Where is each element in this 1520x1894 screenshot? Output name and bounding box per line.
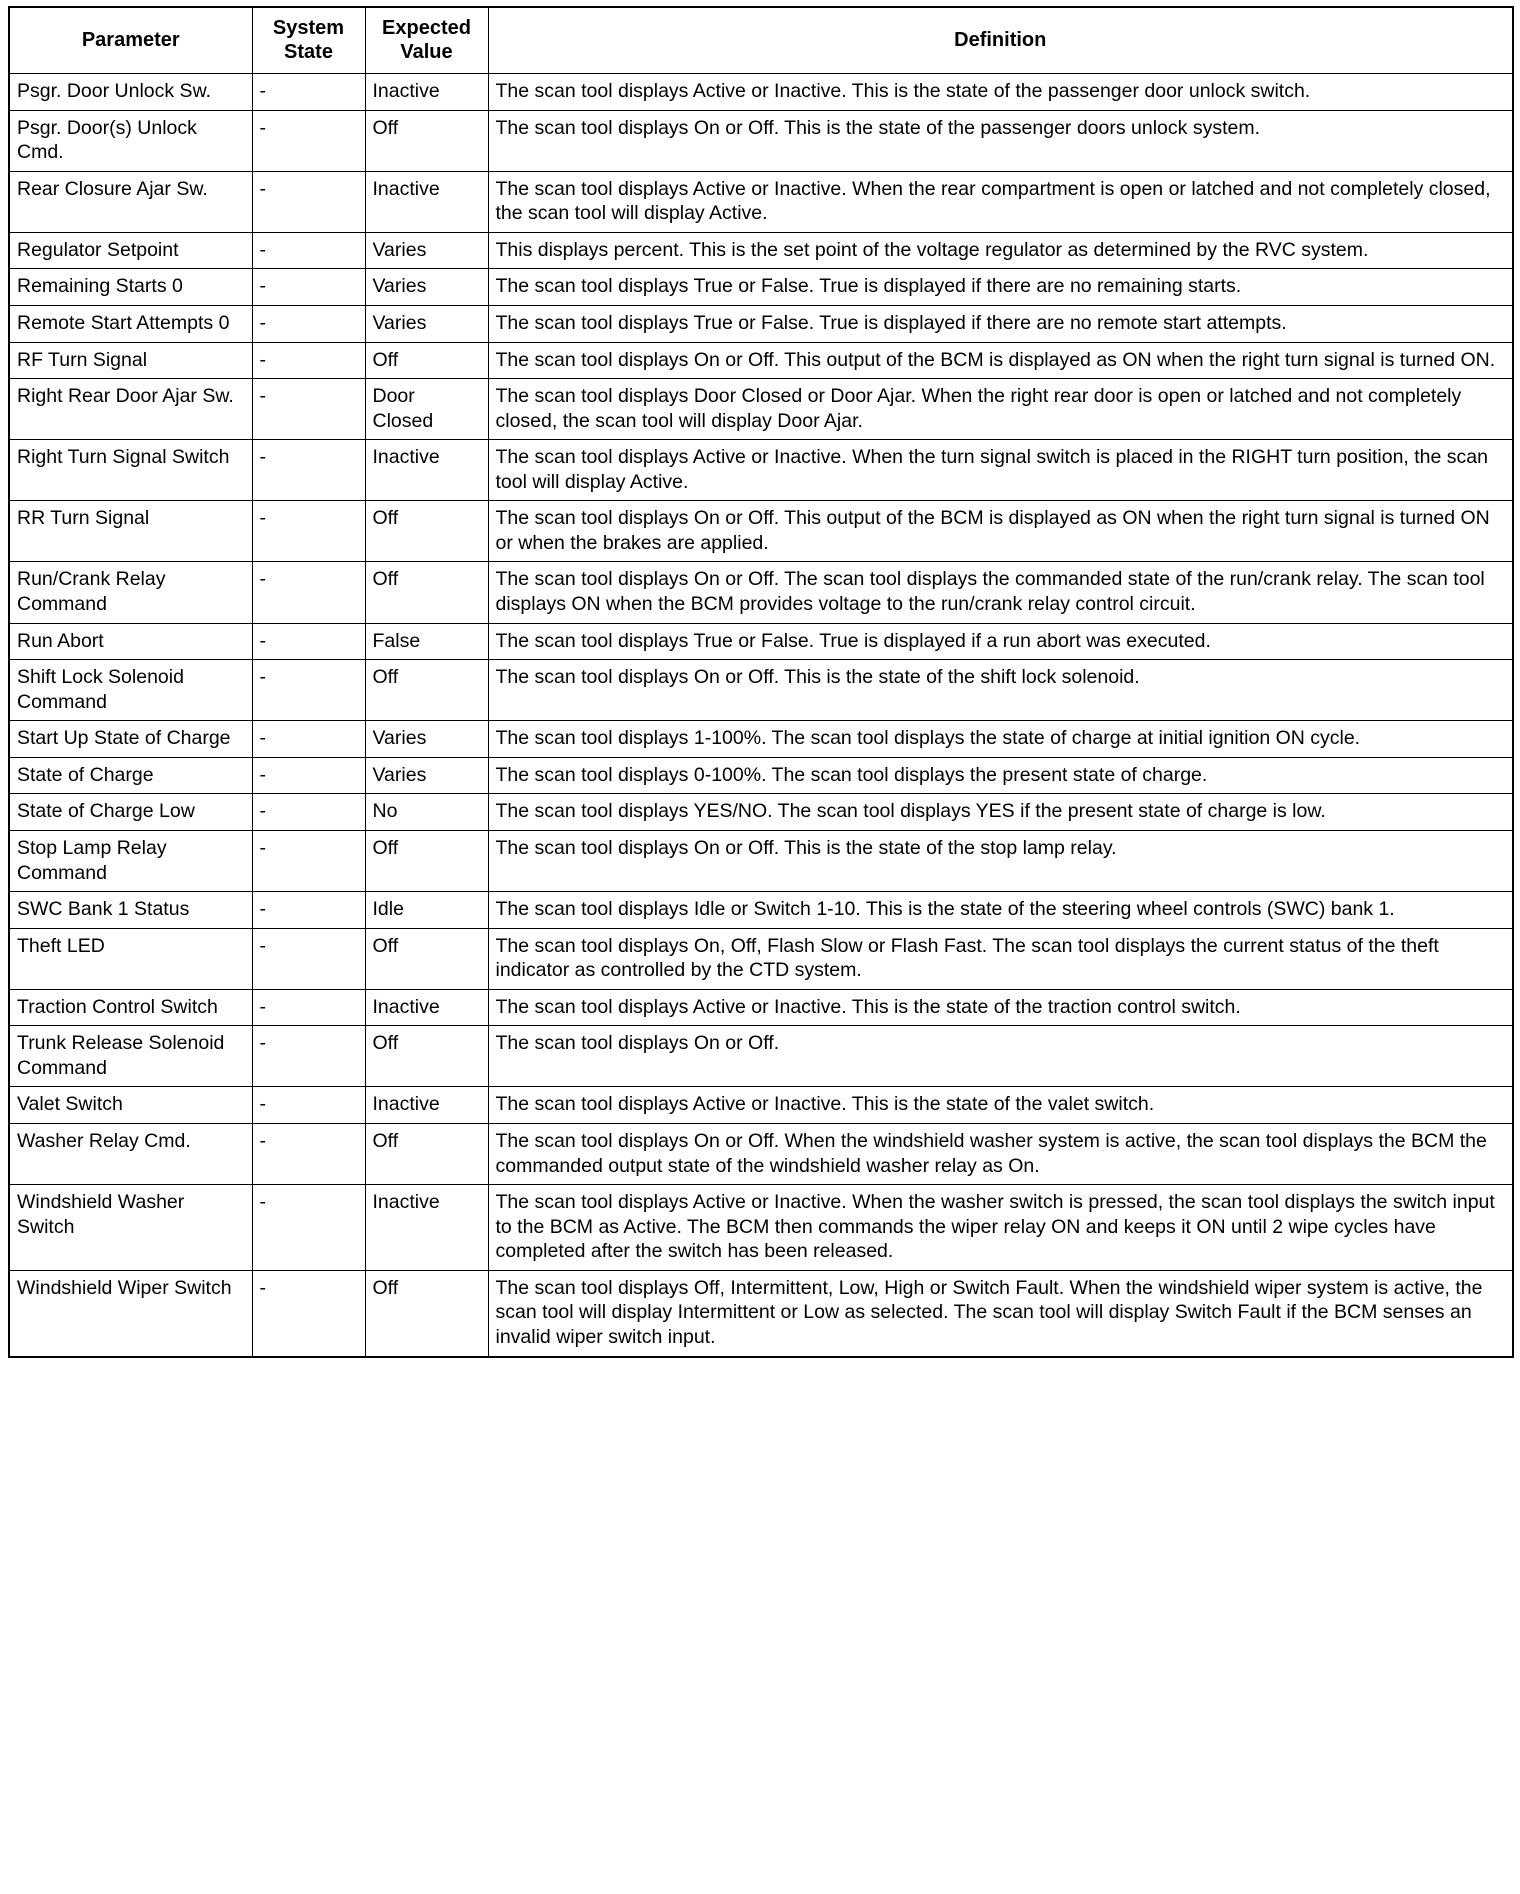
cell-expected-value: Varies (365, 757, 488, 794)
table-row (9, 1124, 1513, 1185)
cell-system-state: - (252, 379, 365, 440)
cell-parameter: Run/Crank Relay Command (9, 562, 252, 623)
cell-expected-value: Inactive (365, 440, 488, 501)
cell-parameter: Windshield Washer Switch (9, 1185, 252, 1271)
cell-definition: The scan tool displays On or Off. This is the state of the shift lock solenoid. (488, 660, 1513, 721)
table-row (9, 1087, 1513, 1124)
cell-definition: The scan tool displays True or False. True is displayed if a run abort was executed. (488, 623, 1513, 660)
cell-parameter: Regulator Setpoint (9, 232, 252, 269)
cell-expected-value: Off (365, 928, 488, 989)
table-header (9, 7, 1513, 74)
cell-expected-value: Varies (365, 269, 488, 306)
cell-definition: The scan tool displays Active or Inactive. When the turn signal switch is placed in the RIGHT turn position, the scan tool will display Active. (488, 440, 1513, 501)
cell-system-state: - (252, 342, 365, 379)
table-row (9, 721, 1513, 758)
cell-definition: The scan tool displays On or Off. This output of the BCM is displayed as ON when the right turn signal is turned ON or when the brakes are applied. (488, 501, 1513, 562)
cell-system-state: - (252, 440, 365, 501)
table-row (9, 501, 1513, 562)
table-header-row (9, 7, 1513, 74)
table-row (9, 440, 1513, 501)
cell-expected-value: Idle (365, 892, 488, 929)
column-header-parameter: Parameter (9, 7, 252, 74)
cell-definition: The scan tool displays True or False. True is displayed if there are no remote start attempts. (488, 305, 1513, 342)
table-row (9, 794, 1513, 831)
table-row (9, 623, 1513, 660)
table-row (9, 1270, 1513, 1356)
cell-parameter: Stop Lamp Relay Command (9, 830, 252, 891)
cell-system-state: - (252, 660, 365, 721)
cell-expected-value: Off (365, 1124, 488, 1185)
cell-expected-value: Off (365, 342, 488, 379)
cell-system-state: - (252, 1087, 365, 1124)
table-body (9, 74, 1513, 1357)
cell-system-state: - (252, 501, 365, 562)
column-header-definition: Definition (488, 7, 1513, 74)
cell-parameter: State of Charge (9, 757, 252, 794)
cell-parameter: Rear Closure Ajar Sw. (9, 171, 252, 232)
cell-system-state: - (252, 623, 365, 660)
cell-system-state: - (252, 1185, 365, 1271)
cell-parameter: Psgr. Door(s) Unlock Cmd. (9, 110, 252, 171)
parameter-definition-table (8, 6, 1514, 1358)
cell-definition: The scan tool displays On or Off. This is the state of the stop lamp relay. (488, 830, 1513, 891)
cell-expected-value: No (365, 794, 488, 831)
cell-expected-value: Off (365, 660, 488, 721)
cell-expected-value: Varies (365, 232, 488, 269)
cell-definition: The scan tool displays Active or Inactive. This is the state of the valet switch. (488, 1087, 1513, 1124)
cell-system-state: - (252, 830, 365, 891)
table-row (9, 232, 1513, 269)
cell-parameter: Right Rear Door Ajar Sw. (9, 379, 252, 440)
cell-expected-value: Off (365, 110, 488, 171)
cell-definition: The scan tool displays On or Off. This output of the BCM is displayed as ON when the right turn signal is turned ON. (488, 342, 1513, 379)
table-row (9, 757, 1513, 794)
cell-system-state: - (252, 74, 365, 111)
cell-expected-value: Off (365, 501, 488, 562)
cell-system-state: - (252, 1026, 365, 1087)
cell-system-state: - (252, 757, 365, 794)
cell-parameter: Psgr. Door Unlock Sw. (9, 74, 252, 111)
column-header-system-state: System State (252, 7, 365, 74)
table-row (9, 110, 1513, 171)
cell-definition: The scan tool displays On or Off. (488, 1026, 1513, 1087)
cell-system-state: - (252, 928, 365, 989)
table-row (9, 269, 1513, 306)
cell-system-state: - (252, 892, 365, 929)
table-row (9, 562, 1513, 623)
cell-expected-value: Inactive (365, 989, 488, 1026)
cell-parameter: Valet Switch (9, 1087, 252, 1124)
cell-parameter: Trunk Release Solenoid Command (9, 1026, 252, 1087)
cell-system-state: - (252, 1124, 365, 1185)
cell-system-state: - (252, 721, 365, 758)
cell-parameter: Start Up State of Charge (9, 721, 252, 758)
cell-system-state: - (252, 269, 365, 306)
table-row (9, 1026, 1513, 1087)
cell-parameter: Theft LED (9, 928, 252, 989)
table-row (9, 379, 1513, 440)
cell-system-state: - (252, 171, 365, 232)
cell-parameter: Remote Start Attempts 0 (9, 305, 252, 342)
cell-system-state: - (252, 562, 365, 623)
cell-expected-value: Varies (365, 305, 488, 342)
cell-system-state: - (252, 305, 365, 342)
cell-definition: The scan tool displays 0-100%. The scan tool displays the present state of charge. (488, 757, 1513, 794)
cell-definition: The scan tool displays Active or Inactive. When the washer switch is pressed, the scan tool displays the switch input to the BCM as Active. The BCM then commands the wiper relay ON and keeps it ON until 2 wipe cycles have completed after the switch has been released. (488, 1185, 1513, 1271)
cell-expected-value: Inactive (365, 74, 488, 111)
cell-definition: The scan tool displays On or Off. The scan tool displays the commanded state of the run/crank relay. The scan tool displays ON when the BCM provides voltage to the run/crank relay control circuit. (488, 562, 1513, 623)
cell-definition: The scan tool displays Idle or Switch 1-10. This is the state of the steering wheel controls (SWC) bank 1. (488, 892, 1513, 929)
column-header-expected-value: Expected Value (365, 7, 488, 74)
cell-definition: The scan tool displays Off, Intermittent, Low, High or Switch Fault. When the windshield wiper system is active, the scan tool will display Intermittent or Low as selected. The scan tool will display Switch Fault if the BCM senses an invalid wiper switch input. (488, 1270, 1513, 1356)
cell-definition: The scan tool displays On, Off, Flash Slow or Flash Fast. The scan tool displays the current status of the theft indicator as controlled by the CTD system. (488, 928, 1513, 989)
cell-definition: The scan tool displays On or Off. This is the state of the passenger doors unlock system. (488, 110, 1513, 171)
cell-expected-value: Inactive (365, 171, 488, 232)
table-row (9, 1185, 1513, 1271)
cell-expected-value: Off (365, 830, 488, 891)
cell-parameter: Traction Control Switch (9, 989, 252, 1026)
cell-expected-value: Inactive (365, 1185, 488, 1271)
cell-system-state: - (252, 989, 365, 1026)
table-row (9, 74, 1513, 111)
cell-definition: This displays percent. This is the set point of the voltage regulator as determined by the RVC system. (488, 232, 1513, 269)
table-row (9, 660, 1513, 721)
cell-parameter: RR Turn Signal (9, 501, 252, 562)
cell-parameter: Windshield Wiper Switch (9, 1270, 252, 1356)
cell-expected-value: Off (365, 1026, 488, 1087)
table-row (9, 928, 1513, 989)
table-row (9, 989, 1513, 1026)
cell-definition: The scan tool displays Active or Inactive. This is the state of the traction control switch. (488, 989, 1513, 1026)
cell-definition: The scan tool displays YES/NO. The scan tool displays YES if the present state of charge is low. (488, 794, 1513, 831)
cell-expected-value: Inactive (365, 1087, 488, 1124)
cell-parameter: Right Turn Signal Switch (9, 440, 252, 501)
cell-parameter: RF Turn Signal (9, 342, 252, 379)
cell-system-state: - (252, 1270, 365, 1356)
cell-parameter: SWC Bank 1 Status (9, 892, 252, 929)
table-row (9, 171, 1513, 232)
cell-expected-value: Door Closed (365, 379, 488, 440)
cell-definition: The scan tool displays Door Closed or Door Ajar. When the right rear door is open or latched and not completely closed, the scan tool will display Door Ajar. (488, 379, 1513, 440)
cell-parameter: Washer Relay Cmd. (9, 1124, 252, 1185)
table-row (9, 892, 1513, 929)
cell-parameter: State of Charge Low (9, 794, 252, 831)
cell-expected-value: Varies (365, 721, 488, 758)
table-row (9, 830, 1513, 891)
cell-definition: The scan tool displays Active or Inactive. This is the state of the passenger door unlock switch. (488, 74, 1513, 111)
cell-definition: The scan tool displays On or Off. When the windshield washer system is active, the scan tool displays the BCM the commanded output state of the windshield washer relay as On. (488, 1124, 1513, 1185)
cell-expected-value: Off (365, 562, 488, 623)
cell-system-state: - (252, 110, 365, 171)
table-row (9, 342, 1513, 379)
cell-system-state: - (252, 232, 365, 269)
cell-definition: The scan tool displays True or False. True is displayed if there are no remaining starts. (488, 269, 1513, 306)
cell-parameter: Run Abort (9, 623, 252, 660)
cell-expected-value: False (365, 623, 488, 660)
cell-parameter: Remaining Starts 0 (9, 269, 252, 306)
table-row (9, 305, 1513, 342)
cell-definition: The scan tool displays 1-100%. The scan tool displays the state of charge at initial ignition ON cycle. (488, 721, 1513, 758)
cell-expected-value: Off (365, 1270, 488, 1356)
cell-parameter: Shift Lock Solenoid Command (9, 660, 252, 721)
cell-system-state: - (252, 794, 365, 831)
cell-definition: The scan tool displays Active or Inactive. When the rear compartment is open or latched and not completely closed, the scan tool will display Active. (488, 171, 1513, 232)
